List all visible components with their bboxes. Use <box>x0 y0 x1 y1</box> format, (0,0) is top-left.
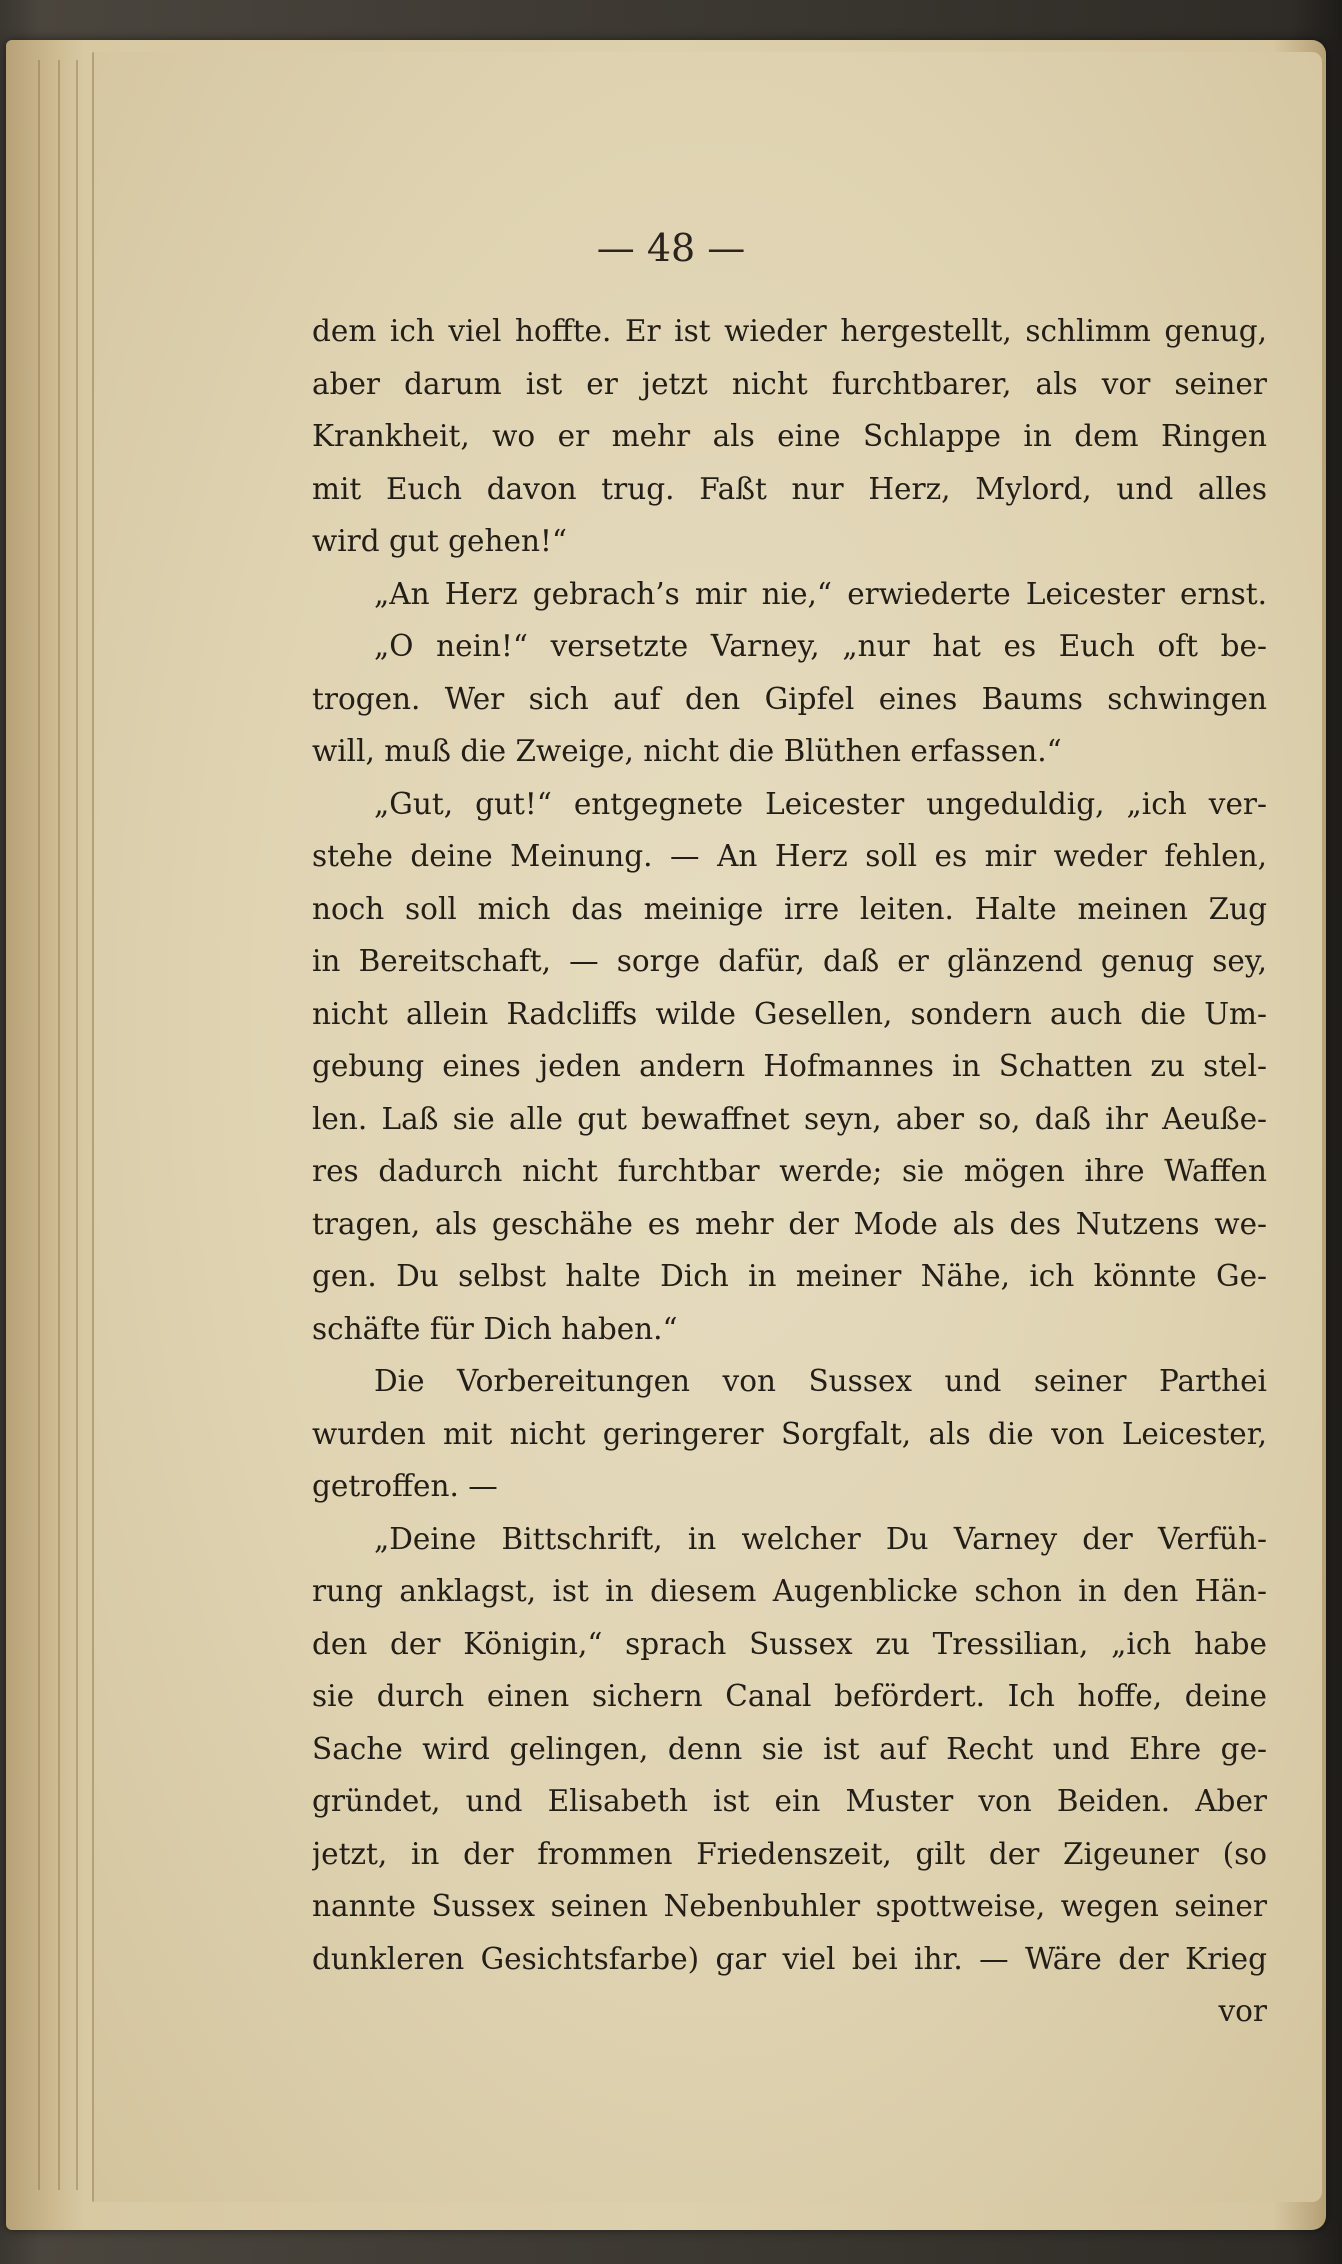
text-line: getroffen. — <box>312 1469 498 1503</box>
text-line: „Deine Bittschrift, in welcher Du Varney der Verfüh- <box>374 1521 1267 1556</box>
text-line: mit Euch davon trug. Faßt nur Herz, Mylord, und alles <box>312 471 1267 506</box>
text-line: gebung eines jeden andern Hofmannes in Schatten zu stel- <box>312 1049 1267 1083</box>
text-line: gen. Du selbst halte Dich in meiner Nähe, ich könnte Ge- <box>312 1259 1267 1293</box>
text-line: sie durch einen sichern Canal befördert. Ich hoffe, deine <box>312 1679 1267 1713</box>
text-line: noch soll mich das meinige irre leiten. Halte meinen Zug <box>312 891 1267 926</box>
text-line: stehe deine Meinung. — An Herz soll es mir weder fehlen, <box>312 839 1267 873</box>
text-line: in Bereitschaft, — sorge dafür, daß er glänzend genug sey, <box>312 944 1267 978</box>
body-text <box>312 305 1267 2038</box>
text-line: wird gut gehen!“ <box>312 524 567 558</box>
text-line: den der Königin,“ sprach Sussex zu Tressilian, „ich habe <box>312 1626 1267 1661</box>
text-line: Krankheit, wo er mehr als eine Schlappe in dem Ringen <box>312 419 1267 453</box>
text-line: wurden mit nicht geringerer Sorgfalt, als die von Leicester, <box>312 1416 1267 1451</box>
text-line: nicht allein Radcliffs wilde Gesellen, sondern auch die Um- <box>312 996 1267 1031</box>
text-line: Sache wird gelingen, denn sie ist auf Recht und Ehre ge- <box>312 1731 1267 1766</box>
text-line: „Gut, gut!“ entgegnete Leicester ungeduldig, „ich ver- <box>374 786 1267 821</box>
text-line: trogen. Wer sich auf den Gipfel eines Baums schwingen <box>312 681 1267 716</box>
text-line: „An Herz gebrach’s mir nie,“ erwiederte Leicester ernst. <box>374 576 1267 611</box>
text-line: gründet, und Elisabeth ist ein Muster von Beiden. Aber <box>312 1784 1267 1818</box>
text-line: res dadurch nicht furchtbar werde; sie mögen ihre Waffen <box>312 1154 1267 1188</box>
catchword: vor <box>1218 1994 1267 2028</box>
text-line: „O nein!“ versetzte Varney, „nur hat es Euch oft be- <box>374 629 1267 663</box>
text-line: tragen, als geschähe es mehr der Mode als des Nutzens we- <box>312 1206 1267 1241</box>
text-line: schäfte für Dich haben.“ <box>312 1311 678 1346</box>
text-line: len. Laß sie alle gut bewaffnet seyn, aber so, daß ihr Aeuße- <box>312 1101 1267 1136</box>
page-edge-line <box>38 60 40 2190</box>
text-line: dunkleren Gesichtsfarbe) gar viel bei ihr. — Wäre der Krieg <box>312 1941 1267 1976</box>
page-number: — 48 — <box>596 226 746 270</box>
text-line: nannte Sussex seinen Nebenbuhler spottweise, wegen seiner <box>312 1889 1267 1923</box>
text-line: will, muß die Zweige, nicht die Blüthen erfassen.“ <box>312 734 1062 768</box>
text-line: dem ich viel hoffte. Er ist wieder hergestellt, schlimm genug, <box>312 314 1267 348</box>
text-line: aber darum ist er jetzt nicht furchtbarer, als vor seiner <box>312 366 1267 401</box>
text-line: rung anklagst, ist in diesem Augenblicke schon in den Hän- <box>312 1574 1267 1608</box>
text-line: jetzt, in der frommen Friedenszeit, gilt der Zigeuner (so <box>312 1836 1267 1871</box>
page-edge-line <box>76 60 78 2190</box>
page-edge-line <box>58 60 60 2190</box>
text-line: Die Vorbereitungen von Sussex und seiner Parthei <box>374 1364 1267 1398</box>
